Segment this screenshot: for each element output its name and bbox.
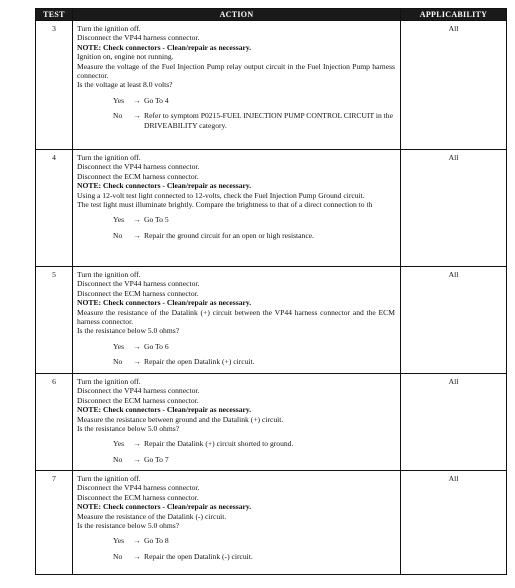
applicability-cell: All — [401, 21, 507, 150]
arrow-icon: → — [133, 341, 141, 351]
yes-label: Yes — [113, 341, 125, 351]
action-step: Disconnect the VP44 harness connector. — [77, 279, 200, 289]
test-number: 5 — [36, 267, 73, 374]
action-cell — [73, 471, 401, 575]
note-text: NOTE: Check connectors - Clean/repair as necessary. — [77, 298, 252, 308]
no-result: Repair the open Datalink (-) circuit. — [144, 551, 253, 561]
action-step: Disconnect the ECM harness connector. — [77, 395, 199, 405]
yes-branch — [113, 536, 395, 545]
action-cell — [73, 267, 401, 374]
arrow-icon: → — [133, 95, 141, 105]
yes-result: Go To 6 — [144, 341, 169, 351]
action-step: Disconnect the VP44 harness connector. — [77, 386, 200, 396]
no-result: Repair the ground circuit for an open or high resistance. — [144, 230, 314, 240]
yes-result: Repair the Datalink (+) circuit shorted to ground. — [144, 439, 294, 449]
no-label: No — [113, 454, 123, 464]
diagnostic-table — [35, 8, 507, 575]
action-cell — [73, 21, 401, 150]
action-step: Turn the ignition off. — [77, 377, 141, 386]
yes-label: Yes — [113, 439, 125, 449]
action-step: Disconnect the ECM harness connector. — [77, 288, 199, 298]
action-step: Measure the resistance between ground and the Datalink (+) circuit. — [77, 414, 284, 424]
action-step: Is the voltage at least 8.0 volts? — [77, 80, 173, 90]
action-step: Disconnect the ECM harness connector. — [77, 492, 199, 502]
header-row — [36, 9, 507, 21]
action-step: Measure the resistance of the Datalink (+) circuit between the VP44 harness connector and the ECM harness connector. — [77, 307, 395, 327]
no-branch — [113, 455, 395, 464]
action-step: Ignition on, engine not running. — [77, 52, 174, 62]
table-row — [36, 150, 507, 267]
applicability-cell: All — [401, 267, 507, 374]
action-cell — [73, 150, 401, 267]
note-text: NOTE: Check connectors - Clean/repair as necessary. — [77, 42, 252, 52]
no-branch — [113, 552, 395, 561]
arrow-icon: → — [133, 439, 141, 449]
applicability-cell: All — [401, 374, 507, 471]
arrow-icon: → — [133, 357, 141, 367]
table-row — [36, 374, 507, 471]
yes-label: Yes — [113, 215, 125, 225]
no-branch — [113, 357, 395, 366]
header-applicability: APPLICABILITY — [401, 9, 507, 21]
yes-branch — [113, 342, 395, 351]
arrow-icon: → — [133, 454, 141, 464]
no-label: No — [113, 230, 123, 240]
table-row — [36, 471, 507, 575]
table-row — [36, 21, 507, 150]
arrow-icon: → — [133, 551, 141, 561]
no-label: No — [113, 357, 123, 367]
no-branch — [113, 231, 395, 240]
no-branch — [113, 111, 395, 130]
arrow-icon: → — [133, 215, 141, 225]
yes-label: Yes — [113, 95, 125, 105]
test-number: 6 — [36, 374, 73, 471]
note-text: NOTE: Check connectors - Clean/repair as necessary. — [77, 405, 252, 415]
action-step: Is the resistance below 5.0 ohms? — [77, 424, 180, 434]
header-test: TEST — [36, 9, 73, 21]
note-text: NOTE: Check connectors - Clean/repair as necessary. — [77, 502, 252, 512]
no-result: Refer to symptom P0215-FUEL INJECTION PUMP CONTROL CIRCUIT in the DRIVEABILITY category. — [144, 111, 393, 130]
header-action: ACTION — [73, 9, 401, 21]
action-step: Turn the ignition off. — [77, 474, 141, 483]
applicability-cell: All — [401, 471, 507, 575]
action-step: Is the resistance below 5.0 ohms? — [77, 326, 180, 336]
action-step: Turn the ignition off. — [77, 24, 141, 33]
no-result: Go To 7 — [144, 454, 169, 464]
action-step: Turn the ignition off. — [77, 270, 141, 279]
no-label: No — [113, 551, 123, 561]
yes-result: Go To 5 — [144, 215, 169, 225]
no-result: Repair the open Datalink (+) circuit. — [144, 357, 255, 367]
action-step: The test light must illuminate brightly. Compare the brightness to that of a direct connection to th — [77, 200, 373, 210]
note-text: NOTE: Check connectors - Clean/repair as necessary. — [77, 181, 252, 191]
action-step: Using a 12-volt test light connected to 12-volts, check the Fuel Injection Pump Ground circuit. — [77, 190, 365, 200]
yes-result: Go To 8 — [144, 536, 169, 546]
yes-branch — [113, 215, 395, 224]
test-number: 4 — [36, 150, 73, 267]
table-body — [36, 21, 507, 575]
arrow-icon: → — [133, 111, 141, 121]
action-step: Disconnect the VP44 harness connector. — [77, 162, 200, 172]
test-number: 3 — [36, 21, 73, 150]
test-number: 7 — [36, 471, 73, 575]
arrow-icon: → — [133, 536, 141, 546]
action-step: Measure the resistance of the Datalink (-) circuit. — [77, 511, 227, 521]
action-step: Disconnect the VP44 harness connector. — [77, 33, 200, 43]
yes-branch — [113, 439, 395, 448]
action-step: Is the resistance below 5.0 ohms? — [77, 521, 180, 531]
yes-result: Go To 4 — [144, 95, 169, 105]
action-step: Disconnect the ECM harness connector. — [77, 171, 199, 181]
yes-branch — [113, 96, 395, 105]
no-label: No — [113, 111, 123, 121]
applicability-cell: All — [401, 150, 507, 267]
action-cell — [73, 374, 401, 471]
table-row — [36, 267, 507, 374]
action-step: Measure the voltage of the Fuel Injection Pump relay output circuit in the Fuel Injection Pump harness connector. — [77, 61, 395, 81]
action-step: Turn the ignition off. — [77, 153, 141, 162]
yes-label: Yes — [113, 536, 125, 546]
action-step: Disconnect the VP44 harness connector. — [77, 483, 200, 493]
arrow-icon: → — [133, 230, 141, 240]
